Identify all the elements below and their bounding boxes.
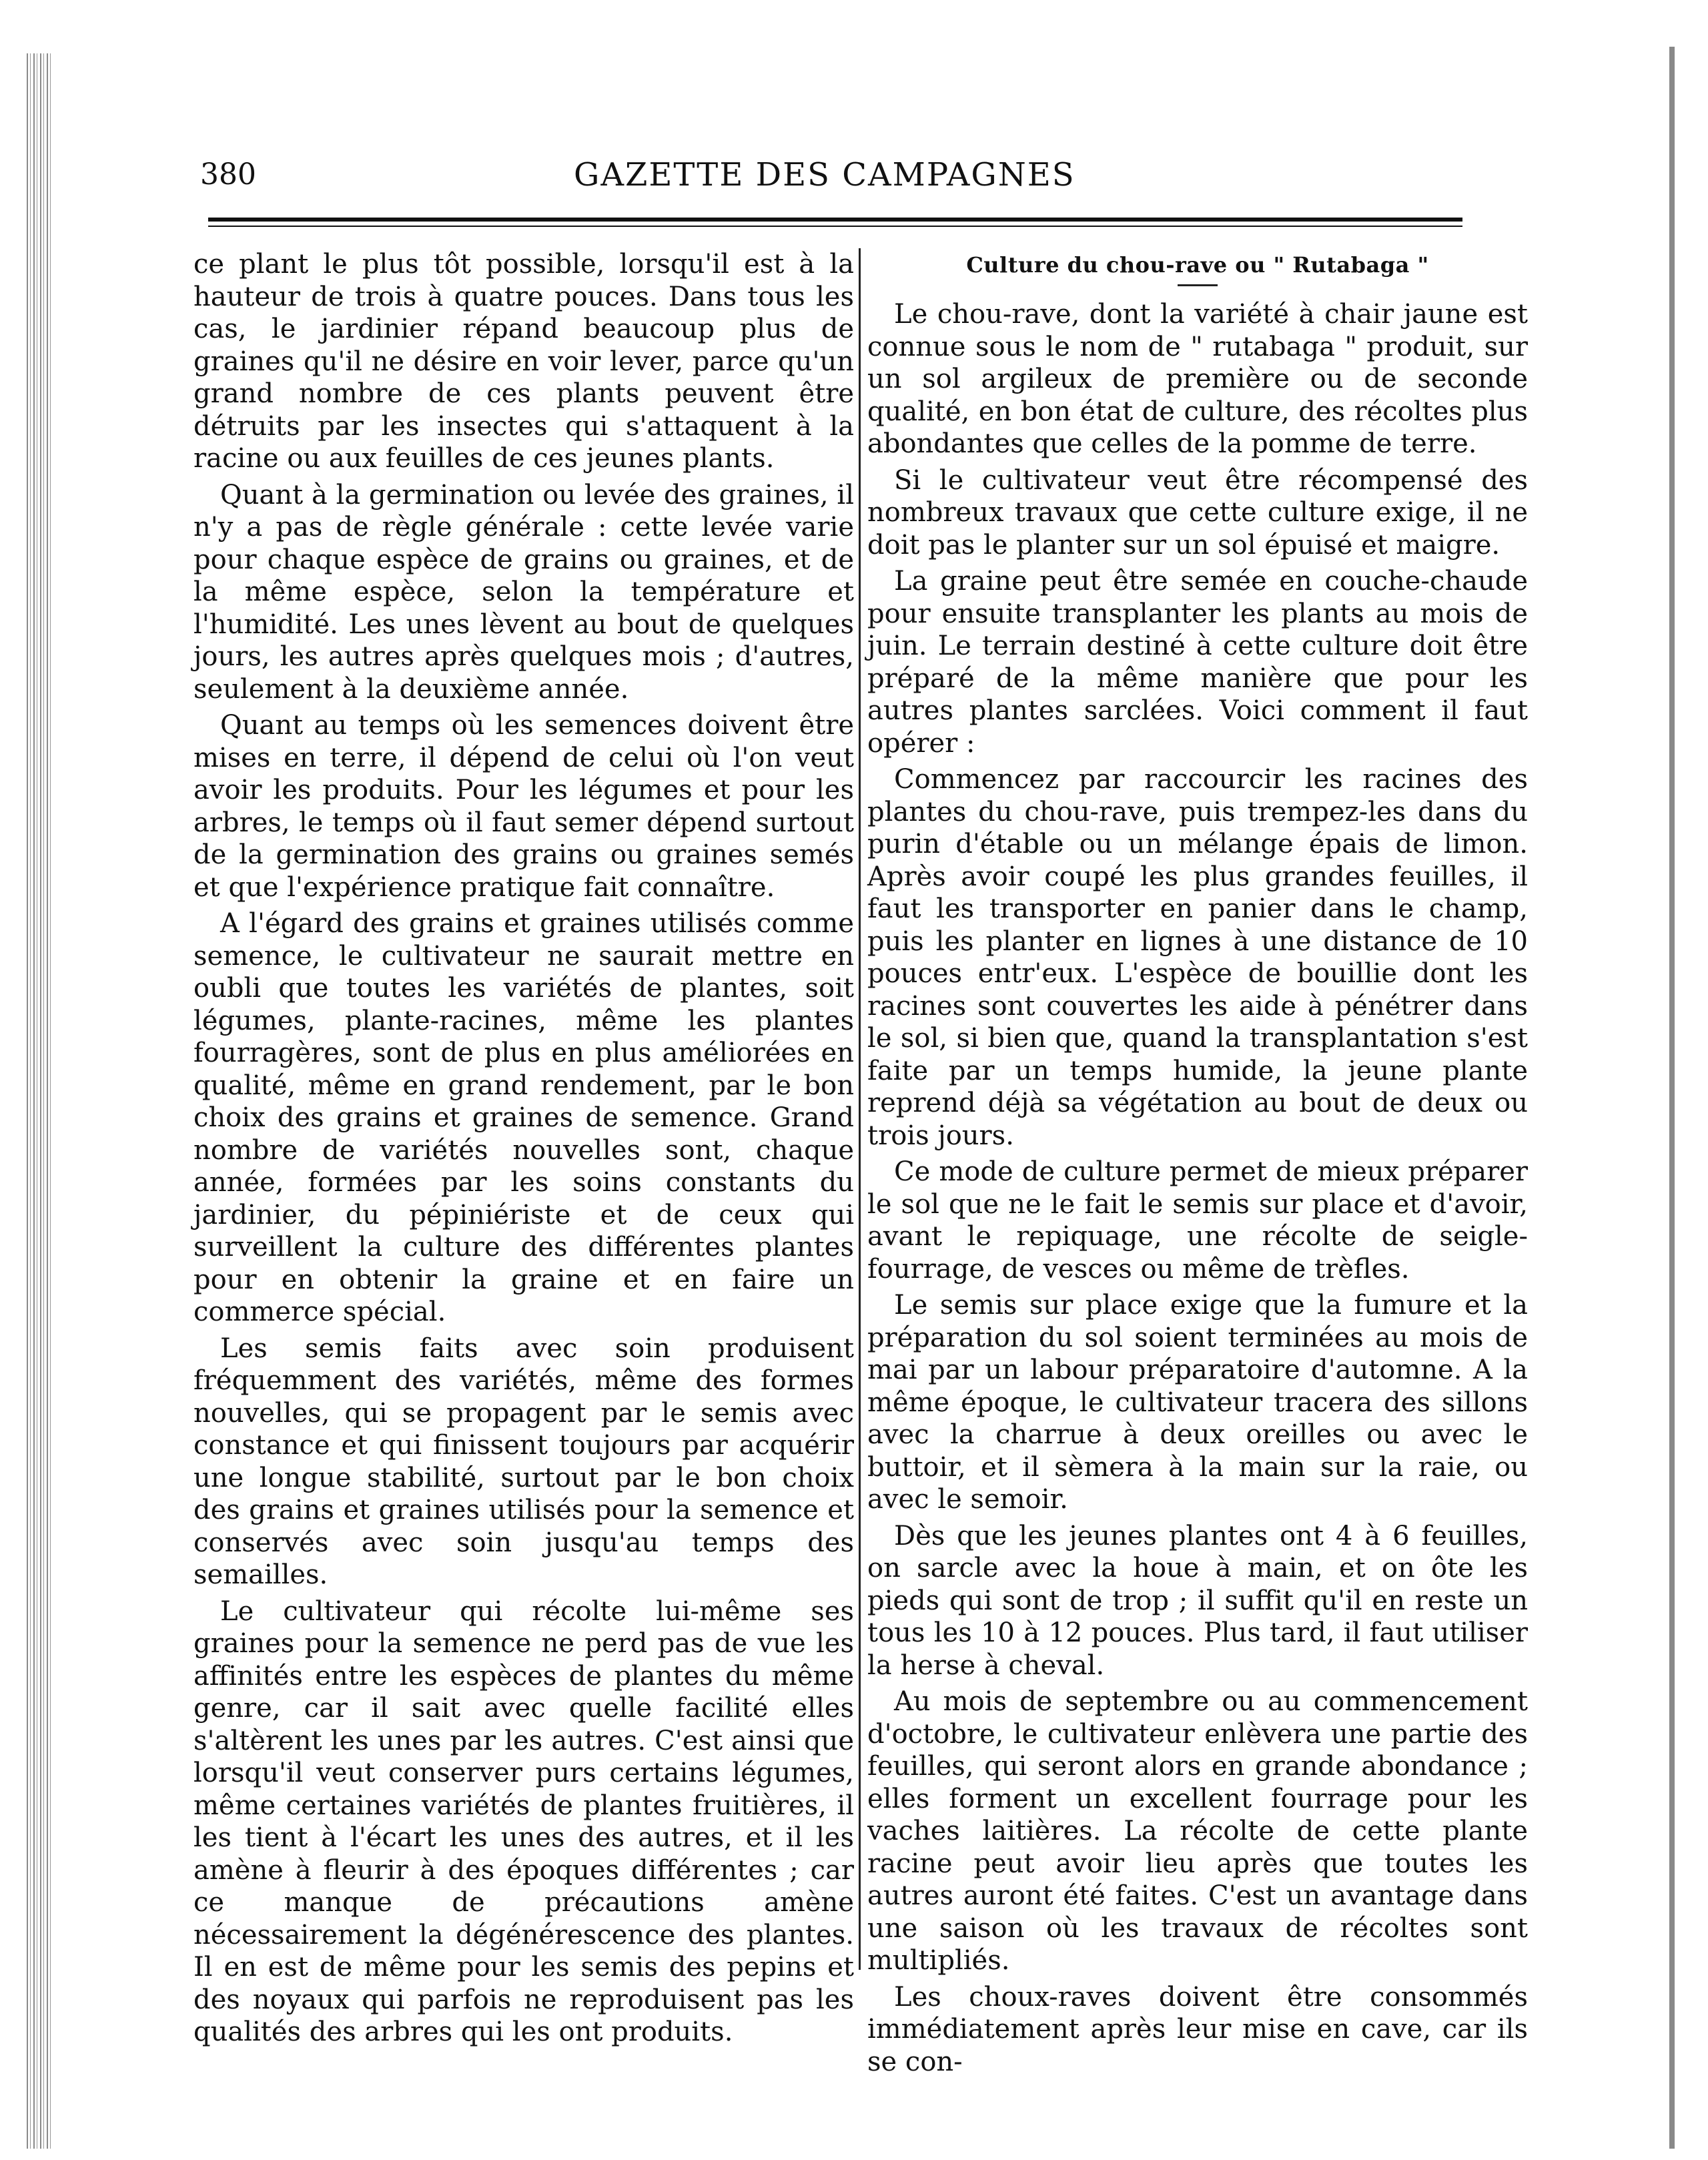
paragraph: Si le cultivateur veut être récompensé des nombreux travaux que cette culture exige, il ne doit pas le planter sur un sol épuisé et maigre. [867,464,1528,561]
page-binding-edge [27,53,51,2149]
right-column [867,248,1528,2082]
paragraph: Le chou-rave, dont la variété à chair jaune est connue sous le nom de " rutabaga " produit, sur un sol argileux de première ou de seconde qualité, en bon état de culture, des récoltes plus abondantes que celles de la pomme de terre. [867,299,1528,459]
title-rule [1178,284,1218,286]
section-title: Culture du chou-rave ou " Rutabaga " [966,252,1429,278]
paragraph: Ce mode de culture permet de mieux préparer le sol que ne le fait le semis sur place et d'avoir, avant le repiquage, une récolte de seigle-fourrage, de vesces ou même de trèfles. [867,1156,1528,1285]
page-right-edge [1669,47,1675,2149]
column-divider [859,248,861,1970]
paragraph: Dès que les jeunes plantes ont 4 à 6 feuilles, on sarcle avec la houe à main, et on ôte les pieds qui sont de trop ; il suffit qu'il en reste un tous les 10 à 12 pouces. Plus tard, il faut utiliser la herse à cheval. [867,1520,1528,1681]
journal-title: GAZETTE DES CAMPAGNES [574,156,1076,194]
header-rule-thin [208,226,1462,227]
left-column [193,248,854,2053]
page-number: 380 [200,157,256,192]
paragraph: La graine peut être semée en couche-chaude pour ensuite transplanter les plants au mois de juin. Le terrain destiné à cette culture doit être préparé de la même manière que pour les autres plantes sarclées. Voici comment il faut opérer : [867,566,1528,759]
page-header [200,155,1481,202]
paragraph: ce plant le plus tôt possible, lorsqu'il est à la hauteur de trois à quatre pouces. Dans tous les cas, le jardinier répand beaucoup plus de graines qu'il ne désire en voir lever, parce qu'un grand nombre de ces plants peuvent être détruits par les insectes qui s'attaquent à la racine ou aux feuilles de ces jeunes plants. [193,249,854,474]
header-rule-thick [208,218,1462,222]
paragraph: Le semis sur place exige que la fumure et la préparation du sol soient terminées au mois de mai par un labour préparatoire d'automne. A la même époque, le cultivateur tracera des sillons avec la charrue à deux oreilles ou avec le buttoir, et il sèmera à la main sur la raie, ou avec le semoir. [867,1290,1528,1515]
paragraph: Les choux-raves doivent être consommés immédiatement après leur mise en cave, car ils se con- [867,1981,1528,2077]
paragraph: Les semis faits avec soin produisent fréquemment des variétés, même des formes nouvelles, qui se propagent par le semis avec constance et qui finissent toujours par acquérir une longue stabilité, surtout par le bon choix des grains et graines utilisés pour la semence et conservés avec soin jusqu'au temps des semailles. [193,1333,854,1590]
paragraph: Quant à la germination ou levée des graines, il n'y a pas de règle générale : cette levée varie pour chaque espèce de grains ou graines, et de la même espèce, selon la température et l'humidité. Les unes lèvent au bout de quelques jours, les autres après quelques mois ; d'autres, seulement à la deuxième année. [193,479,854,705]
paragraph: Au mois de septembre ou au commencement d'octobre, le cultivateur enlèvera une partie des feuilles, qui seront alors en grande abondance ; elles forment un excellent fourrage pour les vaches laitières. La récolte de cette plante racine peut avoir lieu après que toutes les autres auront été faites. C'est un avantage dans une saison où les travaux de récoltes sont multipliés. [867,1686,1528,1976]
paragraph: Le cultivateur qui récolte lui-même ses graines pour la semence ne perd pas de vue les affinités entre les espèces de plantes du même genre, car il sait avec quelle facilité elles s'altèrent les unes par les autres. C'est ainsi que lorsqu'il veut conserver purs certains légumes, même certaines variétés de plantes fruitières, il les tient à l'écart les unes des autres, et il les amène à fleurir à des époques différentes ; car ce manque de précautions amène nécessairement la dégénérescence des plantes. Il en est de même pour les semis des pepins et des noyaux qui parfois ne reproduisent pas les qualités des arbres qui les ont produits. [193,1595,854,2047]
paragraph: A l'égard des grains et graines utilisés comme semence, le cultivateur ne saurait mettre en oubli que toutes les variétés de plantes, soit légumes, plante-racines, même les plantes fourragères, sont de plus en plus améliorées en qualité, même en grand rendement, par le bon choix des grains et graines de semence. Grand nombre de variétés nouvelles sont, chaque année, formées par les soins constants du jardinier, du pépiniériste et de ceux qui surveillent la culture des différentes plantes pour en obtenir la graine et en faire un commerce spécial. [193,908,854,1327]
paragraph: Commencez par raccourcir les racines des plantes du chou-rave, puis trempez-les dans du purin d'étable ou un mélange épais de limon. Après avoir coupé les plus grandes feuilles, il faut les transporter en panier dans le champ, puis les planter en lignes à une distance de 10 pouces entr'eux. L'espèce de bouillie dont les racines sont couvertes les aide à pénétrer dans le sol, si bien que, quand la transplantation s'est faite par un temps humide, la jeune plante reprend déjà sa végétation au bout de deux ou trois jours. [867,764,1528,1151]
paragraph: Quant au temps où les semences doivent être mises en terre, il dépend de celui où l'on veut avoir les produits. Pour les légumes et pour les arbres, le temps où il faut semer dépend surtout de la germination des grains ou graines semés et que l'expérience pratique fait connaître. [193,710,854,903]
